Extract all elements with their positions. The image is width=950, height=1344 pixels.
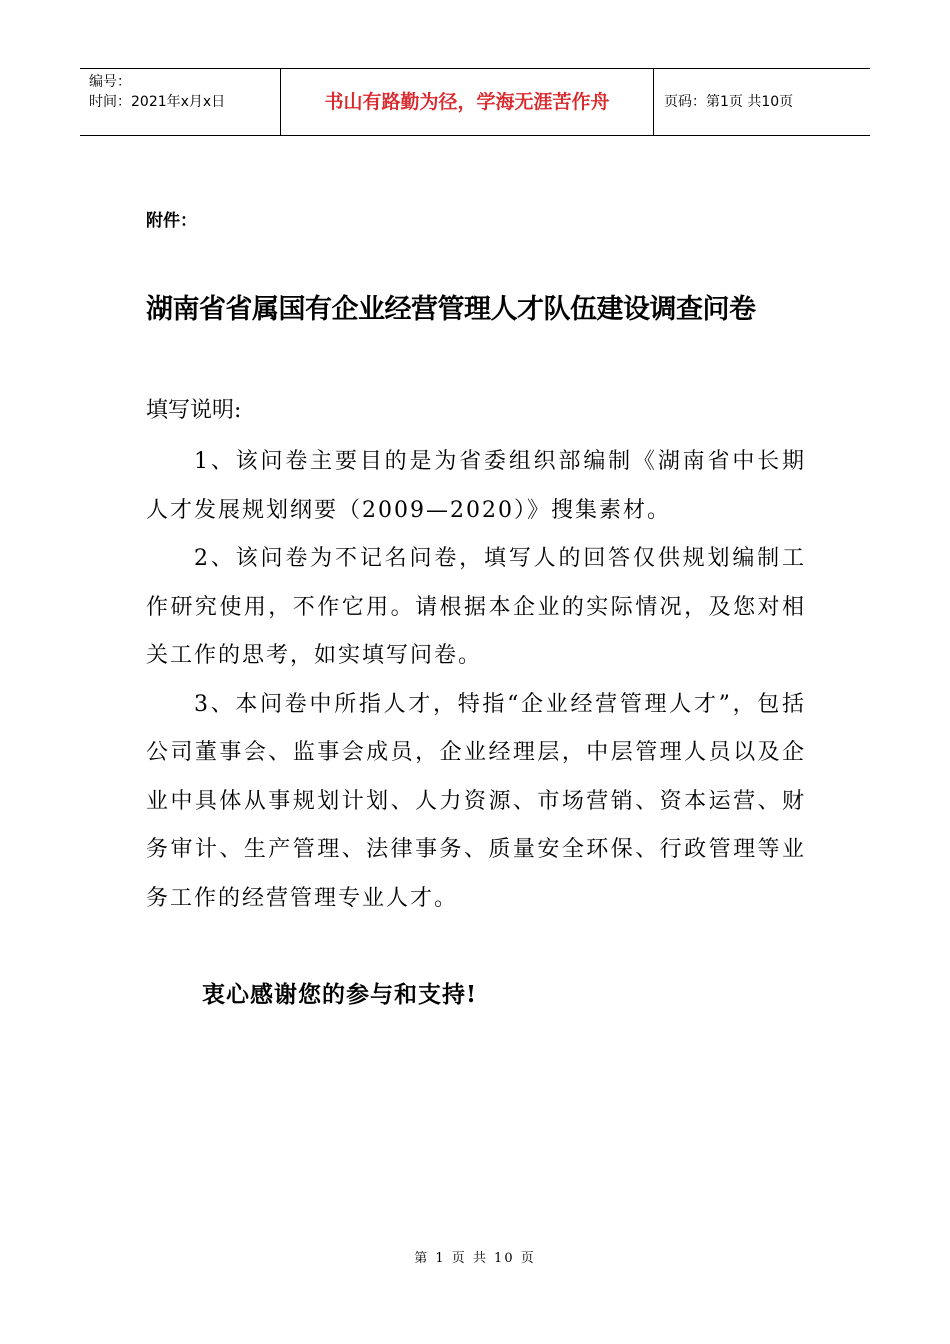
instructions-body <box>146 438 806 923</box>
instruction-paragraph-3: 3、本问卷中所指人才，特指“企业经营管理人才”，包括公司董事会、监事会成员，企业经理层，中层管理人员以及企业中具体从事规划计划、人力资源、市场营销、资本运营、财务审计、生产管理、法律事务、质量安全环保、行政管理等业务工作的经营管理专业人才。 <box>146 691 806 911</box>
attachment-label: 附件： <box>146 211 197 231</box>
page-footer: 第 1 页 共 10 页 <box>414 1251 536 1266</box>
header-meta <box>80 69 281 135</box>
header-motto: 书山有路勤为径，学海无涯苦作舟 <box>281 69 654 135</box>
document-title: 湖南省省属国有企业经营管理人才队伍建设调查问卷 <box>146 294 756 325</box>
header-page-info: 页码：第1页 共10页 <box>664 94 794 110</box>
serial-label: 编号： <box>89 74 131 90</box>
page-header <box>80 68 870 136</box>
instructions-label: 填写说明: <box>146 398 242 423</box>
date-label: 时间：2021年x月x日 <box>89 94 226 110</box>
instruction-paragraph-2: 2、该问卷为不记名问卷，填写人的回答仅供规划编制工作研究使用，不作它用。请根据本企业的实际情况，及您对相关工作的思考，如实填写问卷。 <box>146 546 806 668</box>
instruction-paragraph-1: 1、该问卷主要目的是为省委组织部编制《湖南省中长期人才发展规划纲要（2009—2020）》搜集素材。 <box>146 449 806 523</box>
thanks-message: 衷心感谢您的参与和支持! <box>202 981 478 1008</box>
